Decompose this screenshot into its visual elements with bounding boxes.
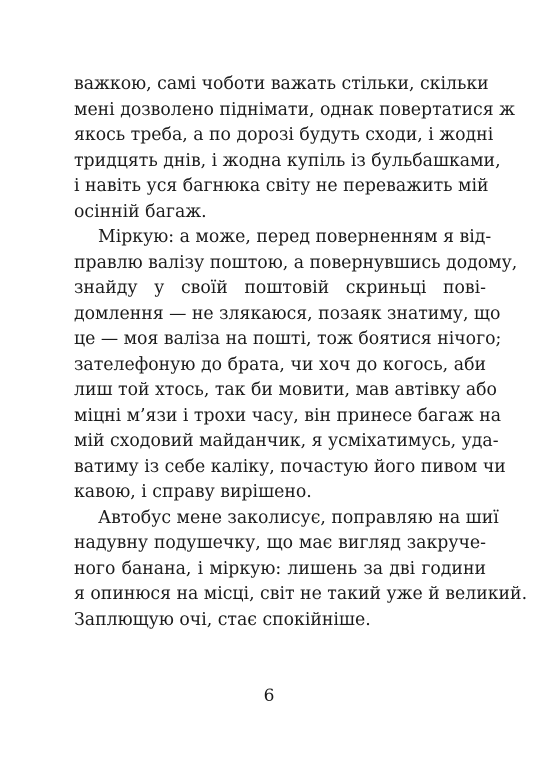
- text-line: це — моя валіза на пошті, тож боятися нічого;: [74, 329, 502, 349]
- body-text: [74, 72, 528, 633]
- text-line: знайду у своїй поштовій скриньці пові-: [74, 278, 486, 298]
- text-line: Автобус мене заколисує, поправляю на шиї: [98, 507, 499, 528]
- text-line: Міркую: а може, перед поверненням я від-: [98, 227, 492, 247]
- text-line: надувну подушечку, що має вигляд закруче-: [74, 533, 486, 553]
- text-line: зателефоную до брата, чи хоч до когось, аби: [74, 354, 486, 375]
- text-line: ного банана, і міркую: лишень за дві години: [74, 558, 486, 579]
- text-line: правлю валізу поштою, а повернувшись додому,: [74, 252, 518, 273]
- text-line: лиш той хтось, так би мовити, мав автівку або: [74, 380, 497, 400]
- text-line: якось треба, а по дорозі будуть сходи, і жодні: [74, 125, 494, 145]
- text-line: Заплющую очі, стає спокійніше.: [74, 609, 371, 630]
- page-number: 6: [263, 686, 275, 706]
- text-line: тридцять днів, і жодна купіль із бульбашками,: [74, 150, 501, 171]
- text-line: кавою, і справу вирішено.: [74, 482, 312, 502]
- text-line: ватиму із себе каліку, почастую його пивом чи: [74, 456, 506, 477]
- text-line: я опинюся на місці, світ не такий уже й великий.: [74, 584, 528, 604]
- text-line: міцні м’язи і трохи часу, він принесе багаж на: [74, 405, 502, 426]
- text-line: і навіть уся багнюка світу не переважить мій: [74, 176, 489, 196]
- text-line: мій сходовий майданчик, я усміхатимусь, уда-: [74, 431, 499, 451]
- text-line: домлення — не злякаюся, позаяк знатиму, що: [74, 303, 501, 324]
- text-line: осінній багаж.: [74, 201, 207, 222]
- text-line: мені дозволено піднімати, однак повертатися ж: [74, 99, 515, 120]
- text-line: важкою, самі чоботи важать стільки, скільки: [74, 74, 489, 94]
